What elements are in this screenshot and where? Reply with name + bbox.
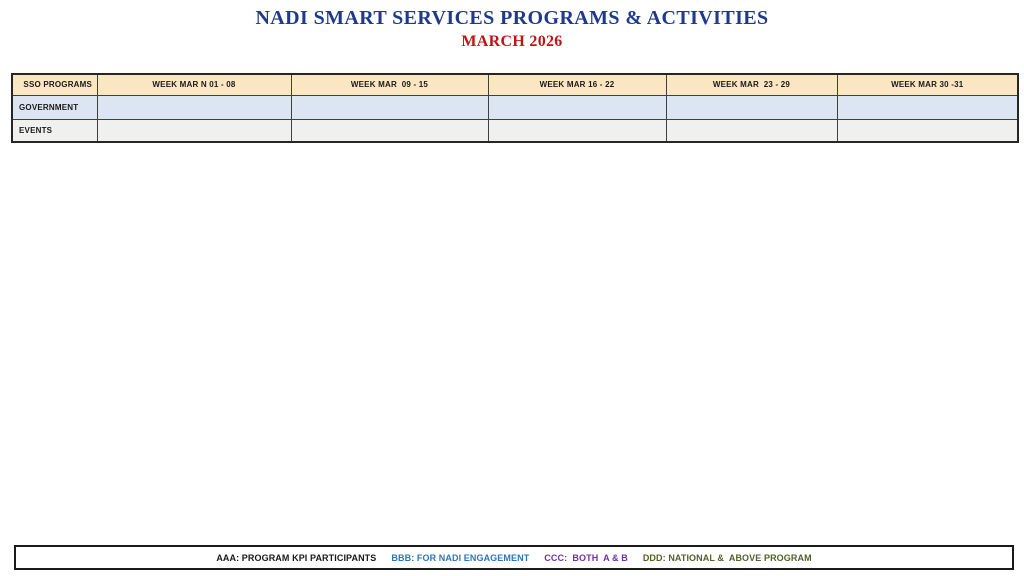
schedule-cell — [97, 95, 291, 119]
schedule-cell — [837, 119, 1018, 142]
row-label-events: EVENTS — [12, 119, 97, 142]
footer-legend-box — [14, 545, 1014, 570]
row-label-government: GOVERNMENT — [12, 95, 97, 119]
table-row-government — [12, 95, 1018, 119]
header-week-1: WEEK MAR N 01 - 08 — [97, 74, 291, 95]
schedule-cell — [837, 95, 1018, 119]
schedule-cell — [666, 119, 837, 142]
schedule-table-container — [11, 73, 1017, 143]
header-week-4: WEEK MAR 23 - 29 — [666, 74, 837, 95]
table-header-row — [12, 74, 1018, 95]
header-week-2: WEEK MAR 09 - 15 — [291, 74, 488, 95]
schedule-cell — [291, 95, 488, 119]
schedule-cell — [97, 119, 291, 142]
schedule-cell — [488, 119, 666, 142]
header-week-5: WEEK MAR 30 -31 — [837, 74, 1018, 95]
table-row-events — [12, 119, 1018, 142]
schedule-cell — [488, 95, 666, 119]
page-title: NADI SMART SERVICES PROGRAMS & ACTIVITIES — [255, 7, 769, 29]
schedule-cell — [291, 119, 488, 142]
legend-item-ddd: DDD: NATIONAL & ABOVE PROGRAM — [642, 552, 812, 563]
legend-item-bbb: BBB: FOR NADI ENGAGEMENT — [391, 552, 530, 563]
page-subtitle: MARCH 2026 — [461, 33, 563, 50]
legend-item-aaa: AAA: PROGRAM KPI PARTICIPANTS — [216, 552, 377, 563]
header-sso-programs: SSO PROGRAMS — [12, 74, 97, 95]
legend-item-ccc: CCC: BOTH A & B — [544, 552, 628, 563]
schedule-cell — [666, 95, 837, 119]
document-header — [0, 0, 1024, 51]
header-week-3: WEEK MAR 16 - 22 — [488, 74, 666, 95]
schedule-table — [11, 73, 1019, 143]
